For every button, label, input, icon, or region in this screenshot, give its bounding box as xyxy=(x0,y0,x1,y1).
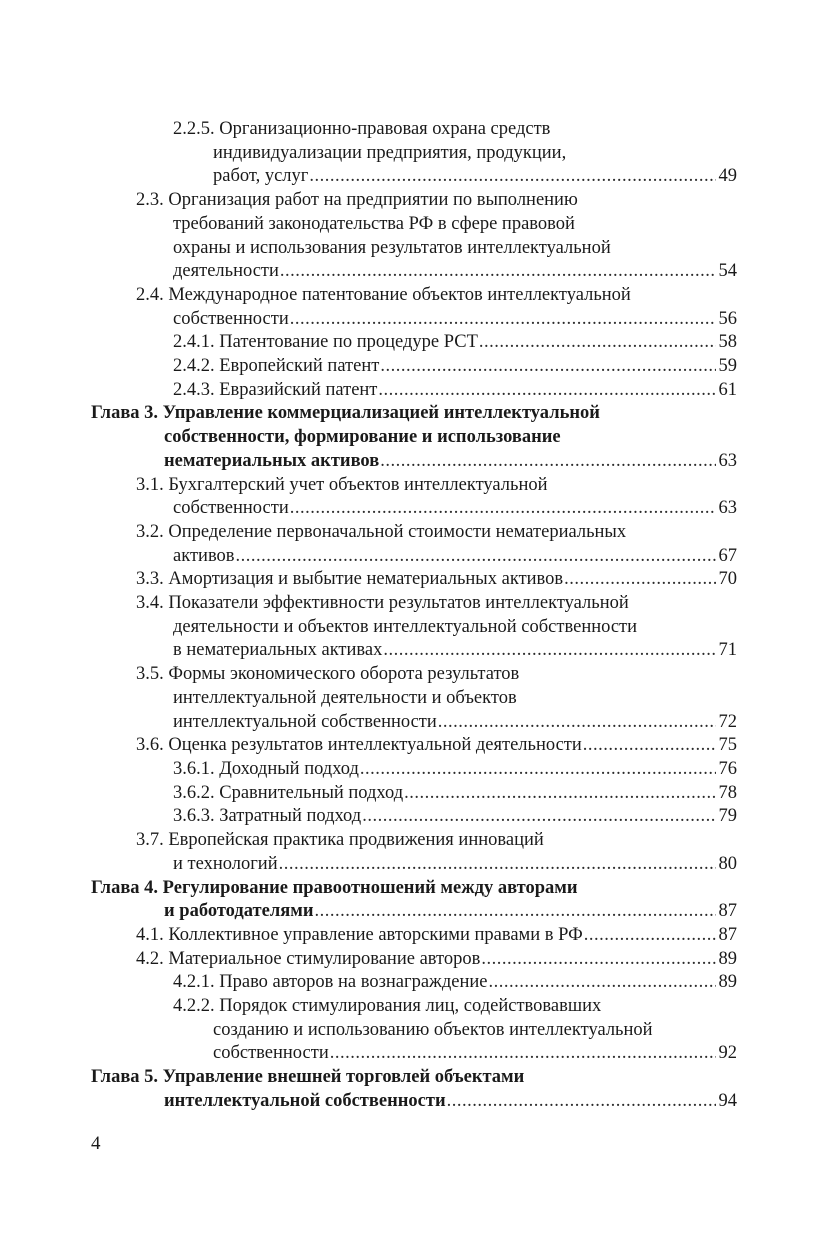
toc-line xyxy=(0,260,828,284)
toc-subsection xyxy=(0,805,828,829)
toc-line xyxy=(0,379,828,403)
toc-page-number: 58 xyxy=(718,332,737,353)
dot-leader xyxy=(583,734,716,758)
toc-entry-text: и технологий xyxy=(173,853,278,874)
toc-subsection xyxy=(0,758,828,782)
toc-line xyxy=(0,474,828,498)
dot-leader xyxy=(564,568,716,592)
toc-entry-text: 3.1. Бухгалтерский учет объектов интеллектуальной xyxy=(136,474,548,495)
toc-subsection xyxy=(0,782,828,806)
dot-leader xyxy=(380,450,716,474)
toc-entry-text: 2.2.5. Организационно-правовая охрана средств xyxy=(173,119,551,139)
toc-subsection xyxy=(0,355,828,379)
toc-line xyxy=(0,924,828,948)
toc-subsection xyxy=(0,118,828,189)
toc-line xyxy=(0,877,828,901)
toc-entry-text: активов xyxy=(173,545,235,566)
toc-entry-text: 3.7. Европейская практика продвижения инноваций xyxy=(136,830,544,851)
dot-leader xyxy=(279,853,716,877)
toc-entry-text: деятельности и объектов интеллектуальной собственности xyxy=(173,616,638,637)
toc-entry-text: 3.3. Амортизация и выбытие нематериальных активов xyxy=(136,569,564,590)
toc-page-number: 70 xyxy=(718,569,737,590)
toc-page-number: 92 xyxy=(718,1043,737,1064)
toc-page-number: 89 xyxy=(718,948,737,969)
toc-entry-text: Глава 4. Регулирование правоотношений между авторами xyxy=(91,877,578,898)
toc-page-number: 71 xyxy=(718,640,737,661)
toc-page-number: 56 xyxy=(718,308,737,329)
toc-line xyxy=(0,829,828,853)
toc-section xyxy=(0,521,828,568)
toc-line xyxy=(0,497,828,521)
toc-entry-text: 2.4.3. Евразийский патент xyxy=(173,379,378,400)
toc-entry-text: нематериальных активов xyxy=(164,450,380,471)
toc-entry-text: 3.4. Показатели эффективности результатов интеллектуальной xyxy=(136,593,629,614)
toc-line xyxy=(0,948,828,972)
toc-entry-text: собственности, формирование и использование xyxy=(164,427,561,448)
toc-entry-text: 3.6. Оценка результатов интеллектуальной деятельности xyxy=(136,735,582,756)
toc-line xyxy=(0,213,828,237)
dot-leader xyxy=(290,497,716,521)
toc-line xyxy=(0,1019,828,1043)
toc-page-number: 76 xyxy=(718,758,737,779)
dot-leader xyxy=(280,260,716,284)
dot-leader xyxy=(447,1090,716,1114)
toc-entry-text: 3.6.3. Затратный подход xyxy=(173,806,362,827)
dot-leader xyxy=(378,379,716,403)
toc-chapter xyxy=(0,877,828,924)
toc-entry-text: индивидуализации предприятия, продукции, xyxy=(213,142,567,163)
toc-entry-text: собственности xyxy=(173,498,289,519)
toc-entry-text: 3.2. Определение первоначальной стоимости нематериальных xyxy=(136,521,627,542)
toc-section xyxy=(0,734,828,758)
toc-line xyxy=(0,900,828,924)
toc-page-number: 89 xyxy=(718,972,737,993)
toc-section xyxy=(0,592,828,663)
toc-entry-text: 2.4.2. Европейский патент xyxy=(173,356,380,377)
toc-line xyxy=(0,805,828,829)
toc-entry-text: деятельности xyxy=(173,261,279,282)
toc-line xyxy=(0,1066,828,1090)
toc-line xyxy=(0,450,828,474)
toc-entry-text: 4.2.2. Порядок стимулирования лиц, содействовавших xyxy=(173,996,602,1017)
dot-leader xyxy=(584,924,716,948)
dot-leader xyxy=(360,758,716,782)
toc-entry-text: интеллектуальной деятельности и объектов xyxy=(173,687,517,708)
toc-entry-text: собственности xyxy=(213,1043,329,1064)
toc-page-number: 80 xyxy=(718,853,737,874)
toc-section xyxy=(0,189,828,284)
toc-line xyxy=(0,1090,828,1114)
toc-entry-text: охраны и использования результатов интеллектуальной xyxy=(173,237,611,258)
toc-line xyxy=(0,355,828,379)
toc-chapter xyxy=(0,1066,828,1113)
toc-page-number: 63 xyxy=(718,498,737,519)
toc-page-number: 78 xyxy=(718,782,737,803)
toc-page-number: 63 xyxy=(718,450,737,471)
page-number: 4 xyxy=(91,1133,101,1154)
toc-entry-text: 2.4. Международное патентование объектов интеллектуальной xyxy=(136,284,631,305)
toc-page-number: 94 xyxy=(718,1090,737,1111)
toc-line xyxy=(0,118,828,142)
toc-entry-text: требований законодательства РФ в сфере правовой xyxy=(173,213,575,234)
toc-line xyxy=(0,142,828,166)
dot-leader xyxy=(488,971,716,995)
toc-section xyxy=(0,284,828,331)
toc-entry-text: интеллектуальной собственности xyxy=(173,711,437,732)
toc-section xyxy=(0,474,828,521)
toc-entry-text: Глава 5. Управление внешней торговлей объектами xyxy=(91,1067,525,1088)
toc-entry-text: 2.4.1. Патентование по процедуре РСТ xyxy=(173,332,478,353)
toc-subsection xyxy=(0,331,828,355)
dot-leader xyxy=(309,165,716,189)
toc-entry-text: собственности xyxy=(173,308,289,329)
toc-line xyxy=(0,568,828,592)
dot-leader xyxy=(362,805,716,829)
toc-line xyxy=(0,734,828,758)
toc-line xyxy=(0,1042,828,1066)
toc-line xyxy=(0,971,828,995)
toc-entry-text: Глава 3. Управление коммерциализацией интеллектуальной xyxy=(91,403,600,424)
toc-page-number: 49 xyxy=(718,166,737,187)
toc-line xyxy=(0,426,828,450)
toc-entry-text: 3.6.1. Доходный подход xyxy=(173,758,359,779)
toc-entry-text: в нематериальных активах xyxy=(173,640,383,661)
toc-page-number: 72 xyxy=(718,711,737,732)
toc-line xyxy=(0,545,828,569)
dot-leader xyxy=(380,355,716,379)
toc-line xyxy=(0,237,828,261)
toc-line xyxy=(0,189,828,213)
dot-leader xyxy=(330,1042,716,1066)
toc-line xyxy=(0,782,828,806)
toc-line xyxy=(0,284,828,308)
toc-section xyxy=(0,924,828,948)
dot-leader xyxy=(290,308,716,332)
toc-page-number: 79 xyxy=(718,806,737,827)
toc-entry-text: работ, услуг xyxy=(213,166,309,187)
toc-entry-text: интеллектуальной собственности xyxy=(164,1090,446,1111)
toc-line xyxy=(0,639,828,663)
toc-section xyxy=(0,948,828,972)
dot-leader xyxy=(479,331,716,355)
toc-entry-text: 3.5. Формы экономического оборота результатов xyxy=(136,664,520,685)
toc-line xyxy=(0,308,828,332)
toc-entry-text: 4.1. Коллективное управление авторскими правами в РФ xyxy=(136,924,583,945)
dot-leader xyxy=(314,900,716,924)
toc-line xyxy=(0,402,828,426)
dot-leader xyxy=(383,639,716,663)
toc-line xyxy=(0,592,828,616)
dot-leader xyxy=(438,711,716,735)
toc-page-number: 87 xyxy=(718,901,737,922)
toc-line xyxy=(0,853,828,877)
toc-line xyxy=(0,663,828,687)
toc-line xyxy=(0,687,828,711)
dot-leader xyxy=(236,545,716,569)
toc-page-number: 59 xyxy=(718,356,737,377)
toc-page-number: 54 xyxy=(718,261,737,282)
toc-page-number: 61 xyxy=(718,379,737,400)
toc-line xyxy=(0,711,828,735)
toc-subsection xyxy=(0,379,828,403)
toc-line xyxy=(0,995,828,1019)
toc-entry-text: созданию и использованию объектов интеллектуальной xyxy=(213,1019,653,1040)
toc-page-number: 75 xyxy=(718,735,737,756)
toc-subsection xyxy=(0,995,828,1066)
toc-subsection xyxy=(0,971,828,995)
toc-line xyxy=(0,758,828,782)
toc-line xyxy=(0,331,828,355)
toc-page-number: 67 xyxy=(718,545,737,566)
toc-entry-text: 3.6.2. Сравнительный подход xyxy=(173,782,404,803)
dot-leader xyxy=(404,782,716,806)
toc-entry-text: 4.2.1. Право авторов на вознаграждение xyxy=(173,972,488,993)
toc-section xyxy=(0,829,828,876)
toc-line xyxy=(0,521,828,545)
toc-chapter xyxy=(0,402,828,473)
toc-section xyxy=(0,663,828,734)
dot-leader xyxy=(481,948,716,972)
toc-entry-text: 2.3. Организация работ на предприятии по выполнению xyxy=(136,190,578,211)
toc-entry-text: 4.2. Материальное стимулирование авторов xyxy=(136,948,481,969)
toc-page-number: 87 xyxy=(718,924,737,945)
table-of-contents xyxy=(0,118,828,1114)
toc-entry-text: и работодателями xyxy=(164,901,314,922)
toc-line xyxy=(0,616,828,640)
toc-line xyxy=(0,165,828,189)
toc-section xyxy=(0,568,828,592)
